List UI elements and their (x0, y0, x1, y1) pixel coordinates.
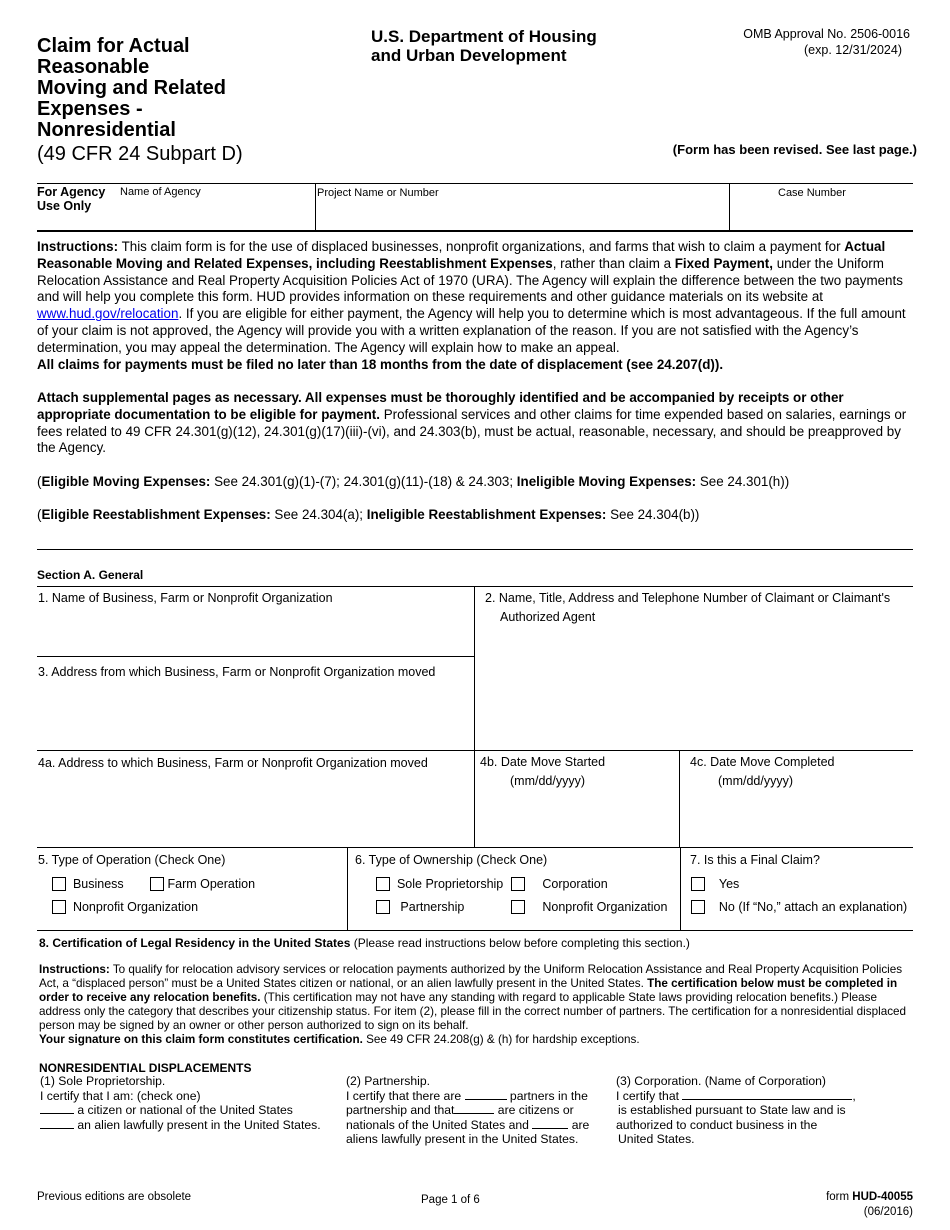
name-of-agency-label: Name of Agency (120, 186, 201, 198)
department-name: U.S. Department of Housing and Urban Development (371, 27, 597, 65)
operation-business-checkbox[interactable] (52, 877, 66, 891)
section-a-title: Section A. General (37, 568, 144, 582)
section-a-divider (474, 586, 475, 847)
field-6-label: 6. Type of Ownership (Check One) (355, 853, 548, 867)
ownership-partnership-checkbox[interactable] (376, 900, 390, 914)
date-divider (679, 750, 680, 847)
address-from-field[interactable] (40, 685, 470, 745)
final-claim-divider (680, 847, 681, 930)
ownership-sole-option: Sole Proprietorship (376, 875, 503, 894)
final-claim-yes-option: Yes (691, 875, 739, 894)
final-claim-no-checkbox[interactable] (691, 900, 705, 914)
ownership-nonprofit-checkbox[interactable] (511, 900, 525, 914)
moving-expenses-reference: (Eligible Moving Expenses: See 24.301(g)(1)-(7); 24.301(g)(11)-(18) & 24.303; Ineligible Moving Expenses: See 24.301(h)) (37, 474, 790, 489)
field-4-rule (37, 847, 913, 848)
field-7-label: 7. Is this a Final Claim? (690, 853, 820, 867)
form-number: form HUD-40055 (06/2016) (826, 1191, 913, 1218)
alien-blank[interactable] (40, 1119, 74, 1129)
section-a-bottom-rule (37, 930, 913, 931)
ownership-nonprofit-option: Nonprofit Organization (511, 898, 667, 917)
corporation-name-blank[interactable] (682, 1090, 852, 1100)
field-4b-label: 4b. Date Move Started (mm/dd/yyyy) (480, 755, 606, 788)
project-field[interactable] (318, 201, 726, 228)
section-separator (37, 549, 913, 550)
address-to-field[interactable] (40, 776, 470, 842)
ownership-corporation-checkbox[interactable] (511, 877, 525, 891)
operation-farm-option: Farm Operation (150, 875, 255, 894)
operation-farm-checkbox[interactable] (150, 877, 164, 891)
section-8-instructions: Instructions: To qualify for relocation advisory services or relocation payments authorized by the Uniform Relocation Assistance and Real Property Acquisition Policies Act, a “displaced person” must be a United States citizen or national, or an alien lawfully present in the United States. The certification below must be completed in order to receive any relocation benefits. (This certification may not have any standing with regard to applicable State laws providing relocation benefits.) Please address only the category that describes your citizenship status. For item (2), please fill in the correct number of partners. The certification for a nonresidential displaced person may be signed by an owner or other person authorized to sign on its behalf. Your signature on this claim form constitutes certification. See 49 CFR 24.208(g) & (h) for hardship exceptions. (39, 963, 907, 1046)
agency-box-bottom-rule (37, 230, 913, 232)
business-name-field[interactable] (40, 610, 470, 653)
agency-box-top-rule (37, 183, 913, 184)
form-title: Claim for Actual Reasonable Moving and Related Expenses - Nonresidential (37, 35, 226, 141)
field-3-label: 3. Address from which Business, Farm or Nonprofit Organization moved (38, 665, 436, 679)
field-2-label: 2. Name, Title, Address and Telephone Number of Claimant or Claimant's Authorized Agent (485, 591, 891, 624)
instructions-paragraph: Instructions: This claim form is for the use of displaced businesses, nonprofit organizations, and farms that wish to claim a payment for Actual Reasonable Moving and Related Expenses, including Reestablishment Expenses, rather than claim a Fixed Payment, under the Uniform Relocation Assistance and Real Property Acquisition Policies Act of 1970 (URA). The Agency will explain the difference between the two payments and will help you complete this form. HUD provides information on these requirements and other guidance materials on its website at www.hud.gov/relocation. If you are eligible for either payment, the Agency will help you to determine which is most advantageous. If the full amount of your claim is not approved, the Agency will provide you with a written explanation of the reason. If you are not satisfied with the Agency’s determination, you may appeal the determination. The Agency will explain how to make an appeal. All claims for payments must be filed no later than 18 months from the date of displacement (see 24.207(d)). (37, 239, 906, 372)
field-4c-label: 4c. Date Move Completed (mm/dd/yyyy) (690, 755, 835, 788)
partnership-certification: (2) Partnership. I certify that there are partners in the partnership and that are citizens or nationals of the United States and are aliens lawfully present in the United States. (346, 1074, 590, 1146)
revised-note: (Form has been revised. See last page.) (672, 142, 917, 157)
date-move-started-field[interactable] (480, 795, 675, 843)
operation-nonprofit-checkbox[interactable] (52, 900, 66, 914)
case-number-label: Case Number (778, 187, 846, 199)
hud-relocation-link[interactable]: www.hud.gov/relocation (37, 306, 179, 322)
agency-box-divider (729, 183, 730, 231)
citizen-partners-blank[interactable] (454, 1104, 494, 1114)
nonresidential-title: NONRESIDENTIAL DISPLACEMENTS (39, 1061, 252, 1075)
field-5-label: 5. Type of Operation (Check One) (38, 853, 226, 867)
previous-editions-note: Previous editions are obsolete (37, 1191, 192, 1203)
supplemental-instructions: Attach supplemental pages as necessary. All expenses must be thoroughly identified and be accompanied by receipts or other appropriate documentation to be eligible for payment. Professional services and other claims for time expended based on salaries, earnings or fees related to 49 CFR 24.301(g)(12), 24.301(g)(17)(iii)-(vi), and 24.303(b), must be actual, reasonable, necessary, and should be preapproved by the Agency. (37, 390, 907, 456)
date-move-completed-field[interactable] (685, 795, 910, 843)
final-claim-yes-checkbox[interactable] (691, 877, 705, 891)
ownership-sole-checkbox[interactable] (376, 877, 390, 891)
field-3-rule (37, 750, 913, 751)
operation-business-option: Business (52, 875, 124, 894)
omb-approval: OMB Approval No. 2506-0016 (exp. 12/31/2024) (743, 27, 910, 57)
project-label: Project Name or Number (317, 187, 439, 199)
agency-box-divider (315, 183, 316, 231)
ownership-partnership-option: Partnership (376, 898, 464, 917)
type-divider (347, 847, 348, 930)
partners-count-blank[interactable] (465, 1090, 507, 1100)
field-4a-label: 4a. Address to which Business, Farm or Nonprofit Organization moved (38, 756, 428, 770)
citizen-blank[interactable] (40, 1104, 74, 1114)
reestablishment-expenses-reference: (Eligible Reestablishment Expenses: See 24.304(a); Ineligible Reestablishment Expenses: See 24.304(b)) (37, 507, 700, 522)
name-of-agency-field[interactable] (121, 200, 311, 228)
field-1-label: 1. Name of Business, Farm or Nonprofit Organization (38, 591, 333, 605)
claimant-info-field[interactable] (480, 630, 910, 745)
section-8-title: 8. Certification of Legal Residency in the United States (Please read instructions below before completing this section.) (39, 936, 690, 950)
page-number: Page 1 of 6 (421, 1194, 480, 1206)
sole-proprietorship-certification: (1) Sole Proprietorship. I certify that I am: (check one) a citizen or national of the United States an alien lawfully present in the United States. (40, 1074, 321, 1132)
ownership-corporation-option: Corporation (511, 875, 608, 894)
case-number-field[interactable] (732, 201, 912, 228)
cfr-reference: (49 CFR 24 Subpart D) (37, 143, 243, 165)
for-agency-use-label: For Agency Use Only (37, 185, 106, 213)
alien-partners-blank[interactable] (532, 1119, 568, 1129)
section-a-rule (37, 586, 913, 587)
operation-nonprofit-option: Nonprofit Organization (52, 898, 198, 917)
field-1-rule (37, 656, 474, 657)
final-claim-no-option: No (If “No,” attach an explanation) (691, 898, 907, 917)
corporation-certification: (3) Corporation. (Name of Corporation) I certify that , is established pursuant to State law and is authorized to conduct business in the United States. (616, 1074, 856, 1146)
